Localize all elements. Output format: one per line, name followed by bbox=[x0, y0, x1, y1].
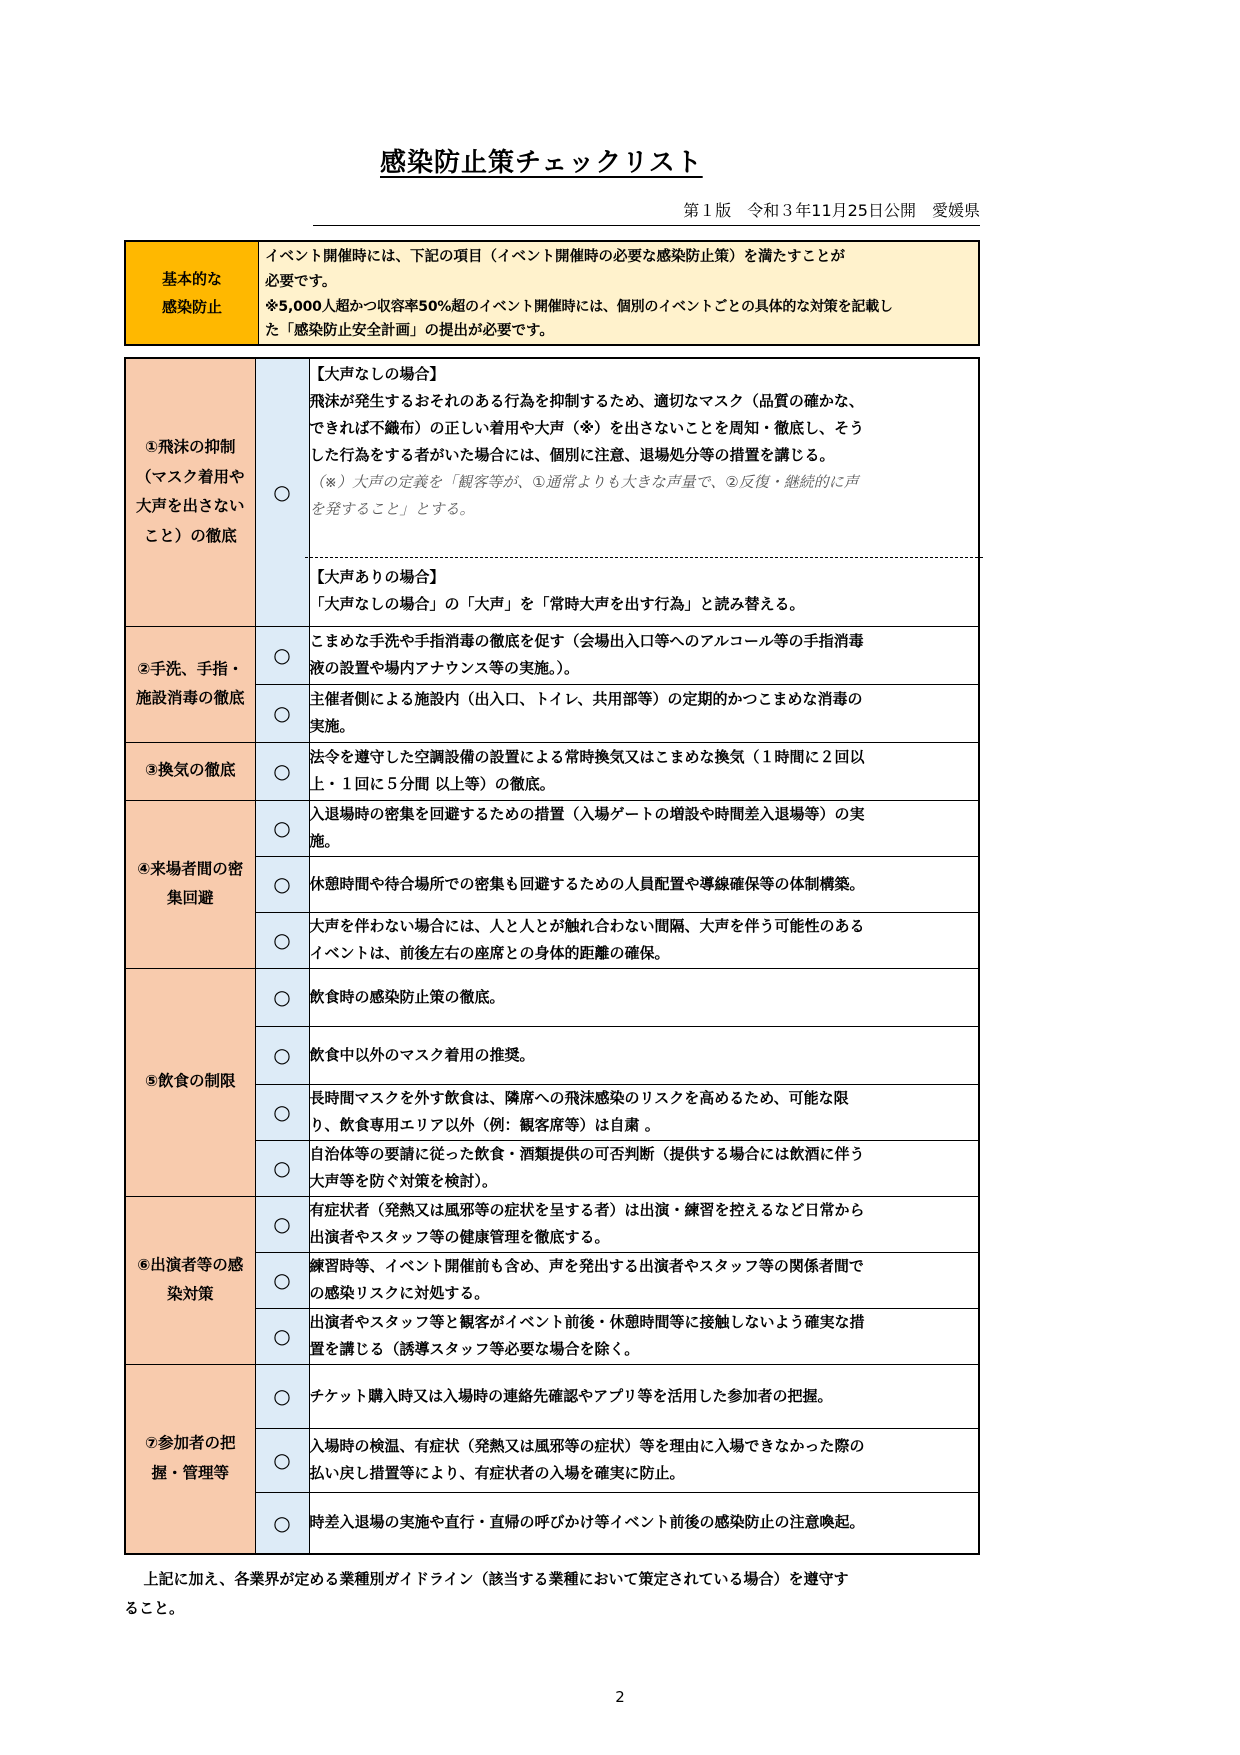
check-circle-icon: ○ bbox=[273, 816, 291, 840]
item-text-line: 入退場時の密集を回避するための措置（入場ゲートの増設や時間差入退場等）の実 bbox=[309, 805, 865, 823]
basic-measures-label bbox=[126, 242, 259, 344]
item-text-line: 出演者やスタッフ等の健康管理を徹底する。 bbox=[309, 1228, 610, 1246]
checklist-item-text bbox=[309, 1140, 979, 1196]
checklist-item-text bbox=[309, 1492, 979, 1554]
check-circle-icon: ○ bbox=[273, 1212, 291, 1236]
check-mark-cell[interactable] bbox=[255, 800, 309, 856]
category-label-line: 握・管理等 bbox=[151, 1463, 229, 1482]
document-subtitle: 第１版 令和３年11月25日公開 愛媛県 bbox=[683, 201, 980, 220]
category-cell bbox=[125, 1196, 255, 1364]
checklist-table bbox=[124, 357, 980, 1555]
item-heading: 【大声なしの場合】 bbox=[309, 365, 445, 383]
item-heading: 【大声ありの場合】 bbox=[309, 568, 445, 586]
check-circle-icon: ○ bbox=[273, 928, 291, 952]
item-text-line: 休憩時間や待合場所での密集も回避するための人員配置や導線確保等の体制構築。 bbox=[309, 874, 865, 893]
item-text-line: 大声を伴わない場合には、人と人とが触れ合わない間隔、大声を伴う可能性のある bbox=[309, 917, 865, 935]
item-text-line: 入場時の検温、有症状（発熱又は風邪等の症状）等を理由に入場できなかった際の bbox=[309, 1437, 865, 1455]
item-text-line: 飲食中以外のマスク着用の推奨。 bbox=[309, 1045, 535, 1064]
category-label-line: ③換気の徹底 bbox=[144, 761, 236, 780]
item-text-line: 大声等を防ぐ対策を検討）。 bbox=[309, 1172, 498, 1190]
check-mark-cell[interactable] bbox=[255, 1084, 309, 1140]
item-text-line: 上・１回に５分間 以上等）の徹底。 bbox=[309, 775, 555, 793]
category-label-line: 大声を出さない bbox=[135, 497, 245, 516]
check-mark-cell[interactable] bbox=[255, 1308, 309, 1364]
category-label-line: ②手洗、手指・ bbox=[137, 659, 244, 678]
check-mark-cell[interactable] bbox=[255, 358, 309, 626]
check-circle-icon: ○ bbox=[273, 1510, 291, 1535]
basic-measures-text bbox=[259, 242, 978, 344]
dashed-divider bbox=[305, 557, 984, 558]
checklist-item-text bbox=[309, 1084, 979, 1140]
checklist-row bbox=[125, 358, 979, 626]
item-text-line: 施。 bbox=[309, 832, 340, 850]
item-text-line: 液の設置や場内アナウンス等の実施。）。 bbox=[309, 659, 580, 677]
check-mark-cell[interactable] bbox=[255, 1140, 309, 1196]
checklist-item-text bbox=[309, 742, 979, 800]
check-circle-icon: ○ bbox=[273, 1100, 291, 1124]
checklist-item-text bbox=[309, 358, 979, 626]
basic-label-line: 基本的な bbox=[161, 269, 222, 288]
item-text-line: り、飲食専用エリア以外（例：観客席等）は自粛 。 bbox=[309, 1116, 660, 1134]
check-circle-icon: ○ bbox=[273, 643, 291, 667]
check-mark-cell[interactable] bbox=[255, 1492, 309, 1554]
item-text-line: 練習時等、イベント開催前も含め、声を発出する出演者やスタッフ等の関係者間で bbox=[309, 1257, 864, 1275]
item-text-line: こまめな手洗や手指消毒の徹底を促す（会場出入口等へのアルコール等の手指消毒 bbox=[309, 632, 864, 650]
item-note-line: を発すること」とする。 bbox=[309, 500, 475, 518]
basic-label-line: 感染防止 bbox=[161, 298, 222, 316]
check-circle-icon: ○ bbox=[273, 985, 291, 1009]
check-circle-icon: ○ bbox=[273, 480, 291, 505]
checklist-row bbox=[125, 968, 979, 1026]
checklist-item-text bbox=[309, 1428, 979, 1492]
basic-text-line: ※5,000人超かつ収容率50%超のイベント開催時には、個別のイベントごとの具体的な対策を記載し bbox=[265, 298, 893, 315]
basic-text-line: 必要です。 bbox=[265, 273, 337, 290]
category-label-line: ④来場者間の密 bbox=[137, 859, 244, 878]
basic-text-line: イベント開催時には、下記の項目（イベント開催時の必要な感染防止策）を満たすことが bbox=[265, 249, 845, 265]
checklist-item-text bbox=[309, 912, 979, 968]
footer-note-line: 上記に加え、各業界が定める業種別ガイドライン（該当する業種において策定されている場合）を遵守す bbox=[143, 1570, 849, 1588]
category-cell bbox=[125, 800, 255, 968]
check-mark-cell[interactable] bbox=[255, 1252, 309, 1308]
check-circle-icon: ○ bbox=[273, 759, 291, 783]
check-mark-cell[interactable] bbox=[255, 1196, 309, 1252]
item-text-line: の感染リスクに対処する。 bbox=[309, 1284, 490, 1302]
basic-text-line: た「感染防止安全計画」の提出が必要です。 bbox=[265, 322, 554, 339]
item-text-line: 長時間マスクを外す飲食は、隣席への飛沫感染のリスクを高めるため、可能な限 bbox=[309, 1089, 849, 1107]
check-mark-cell[interactable] bbox=[255, 1026, 309, 1084]
item-text-line: できれば不織布）の正しい着用や大声（※）を出さないことを周知・徹底し、そう bbox=[309, 419, 865, 437]
item-text-line: 飛沫が発生するおそれのある行為を抑制するため、適切なマスク（品質の確かな、 bbox=[309, 392, 864, 410]
check-circle-icon: ○ bbox=[273, 1448, 291, 1472]
check-circle-icon: ○ bbox=[273, 1268, 291, 1292]
page-number: 2 bbox=[615, 1688, 625, 1706]
category-cell bbox=[125, 626, 255, 742]
check-mark-cell[interactable] bbox=[255, 626, 309, 684]
category-cell bbox=[125, 742, 255, 800]
document-title: 感染防止策チェックリスト bbox=[380, 148, 703, 178]
category-label-line: 染対策 bbox=[166, 1285, 214, 1303]
check-circle-icon: ○ bbox=[273, 872, 291, 896]
checklist-item-text bbox=[309, 1308, 979, 1364]
footer-note bbox=[124, 1565, 980, 1622]
category-label-line: 集回避 bbox=[166, 889, 214, 907]
category-label-line: こと）の徹底 bbox=[143, 526, 237, 545]
category-cell bbox=[125, 968, 255, 1196]
checklist-row bbox=[125, 1364, 979, 1428]
category-label-line: （マスク着用や bbox=[135, 467, 245, 486]
category-label-line: ①飛沫の抑制 bbox=[144, 438, 236, 457]
basic-measures-box bbox=[124, 240, 980, 346]
checklist-row bbox=[125, 626, 979, 684]
category-label-line: 施設消毒の徹底 bbox=[135, 689, 245, 707]
check-circle-icon: ○ bbox=[273, 1384, 291, 1408]
checklist-item-text bbox=[309, 1026, 979, 1084]
check-mark-cell[interactable] bbox=[255, 684, 309, 742]
check-mark-cell[interactable] bbox=[255, 1364, 309, 1428]
check-circle-icon: ○ bbox=[273, 1324, 291, 1348]
checklist-item-text bbox=[309, 800, 979, 856]
item-text-line: 払い戻し措置等により、有症状者の入場を確実に防止。 bbox=[309, 1464, 685, 1482]
item-text-line: 飲食時の感染防止策の徹底。 bbox=[309, 987, 505, 1006]
check-mark-cell[interactable] bbox=[255, 1428, 309, 1492]
item-text-line: 置を講じる（誘導スタッフ等必要な場合を除く。 bbox=[309, 1340, 640, 1358]
checklist-row bbox=[125, 800, 979, 856]
item-text-line: チケット購入時又は入場時の連絡先確認やアプリ等を活用した参加者の把握。 bbox=[309, 1386, 833, 1405]
category-label-line: ⑥出演者等の感 bbox=[137, 1255, 244, 1274]
item-text-line: 有症状者（発熱又は風邪等の症状を呈する者）は出演・練習を控えるなど日常から bbox=[309, 1201, 865, 1219]
item-text-line: 主催者側による施設内（出入口、トイレ、共用部等）の定期的かつこまめな消毒の bbox=[309, 690, 863, 708]
checklist-item-text bbox=[309, 1196, 979, 1252]
subtitle-divider bbox=[313, 225, 980, 226]
item-text-line: した行為をする者がいた場合には、個別に注意、退場処分等の措置を講じる。 bbox=[309, 446, 835, 464]
check-circle-icon: ○ bbox=[273, 1156, 291, 1180]
checklist-item-text bbox=[309, 684, 979, 742]
check-mark-cell[interactable] bbox=[255, 856, 309, 912]
checklist-item-text bbox=[309, 1364, 979, 1428]
checklist-item-text bbox=[309, 968, 979, 1026]
check-mark-cell[interactable] bbox=[255, 742, 309, 800]
category-cell bbox=[125, 1364, 255, 1554]
check-mark-cell[interactable] bbox=[255, 912, 309, 968]
checklist-item-text bbox=[309, 626, 979, 684]
item-text-line: 「大声なしの場合」の「大声」を「常時大声を出す行為」と読み替える。 bbox=[309, 595, 805, 613]
item-text-line: 自治体等の要請に従った飲食・酒類提供の可否判断（提供する場合には飲酒に伴う bbox=[309, 1145, 865, 1163]
item-text-line: 実施。 bbox=[309, 717, 355, 735]
item-text-line: 法令を遵守した空調設備の設置による常時換気又はこまめな換気（１時間に２回以 bbox=[309, 748, 865, 766]
check-circle-icon: ○ bbox=[273, 701, 291, 725]
category-label-line: ⑦参加者の把 bbox=[144, 1434, 236, 1453]
item-text-line: イベントは、前後左右の座席との身体的距離の確保。 bbox=[309, 944, 670, 962]
checklist-row bbox=[125, 1196, 979, 1252]
item-text-line: 時差入退場の実施や直行・直帰の呼びかけ等イベント前後の感染防止の注意喚起。 bbox=[309, 1513, 865, 1532]
category-cell bbox=[125, 358, 255, 626]
category-label-line: ⑤飲食の制限 bbox=[144, 1072, 236, 1091]
item-text-line: 出演者やスタッフ等と観客がイベント前後・休憩時間等に接触しないよう確実な措 bbox=[309, 1313, 865, 1331]
checklist-item-text bbox=[309, 856, 979, 912]
check-circle-icon: ○ bbox=[273, 1043, 291, 1067]
check-mark-cell[interactable] bbox=[255, 968, 309, 1026]
item-note-line: （※）大声の定義を「観客等が、①通常よりも大きな声量で、②反復・継続的に声 bbox=[309, 473, 859, 491]
footer-note-line: ること。 bbox=[124, 1598, 185, 1617]
checklist-row bbox=[125, 742, 979, 800]
checklist-item-text bbox=[309, 1252, 979, 1308]
